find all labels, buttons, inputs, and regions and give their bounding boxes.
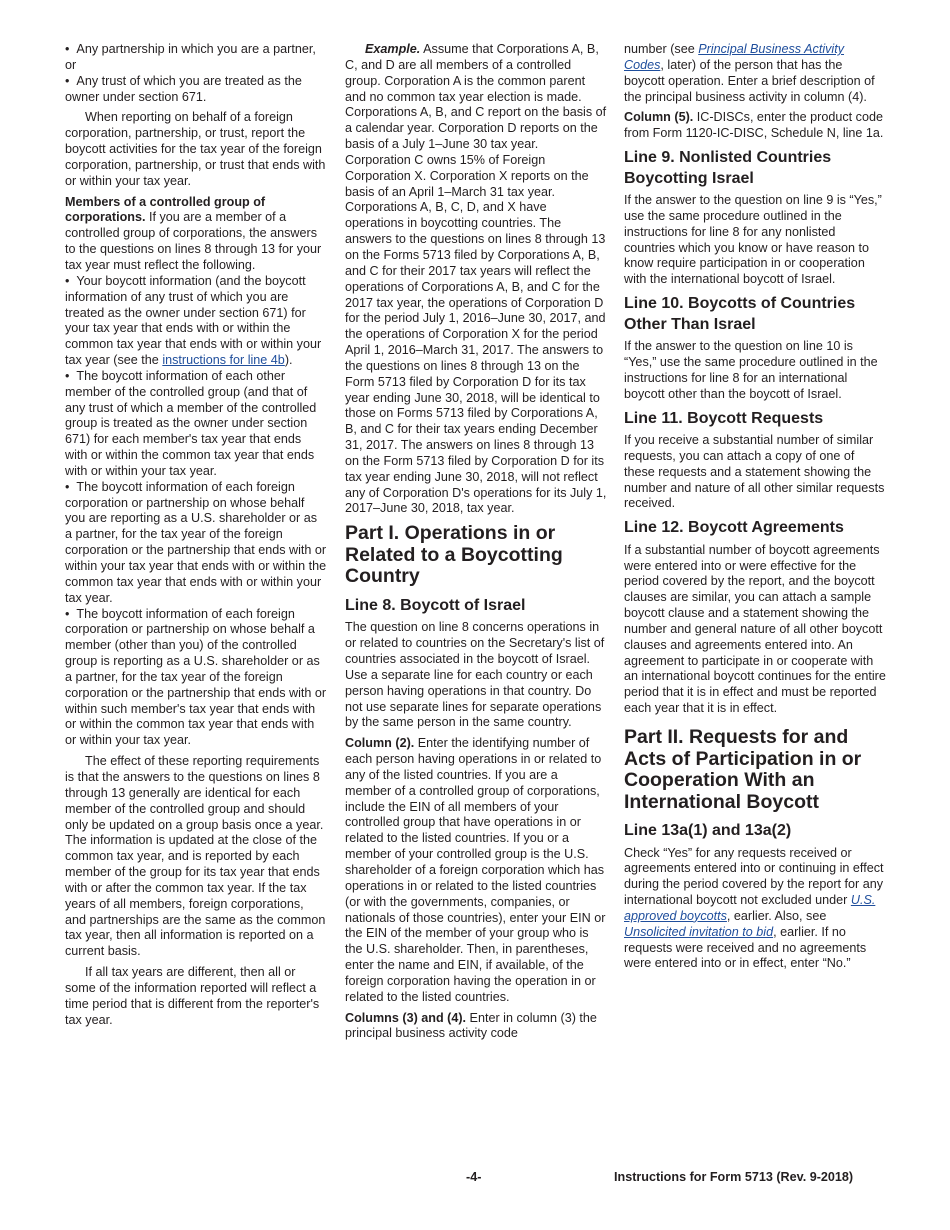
- columns34-label: Columns (3) and (4).: [345, 1010, 467, 1025]
- line12-paragraph: If a substantial number of boycott agreements were entered into or were effective for the period covered by the report, and the boycott clauses are similar, you can attach a sample boycott clause and a statement showing the number and general nature of all other boycott clauses and agreements entered into. An agreement to participate in or cooperate with an international boycott continues for the entire period that it is in effect and must be reported each year that it is in effect.: [624, 542, 886, 716]
- line10-paragraph: If the answer to the question on line 10 is “Yes,” use the same procedure outlined in the instructions for line 8 for an international boycott other than the boycott of Israel.: [624, 339, 878, 401]
- column2-text: Enter the identifying number of each person having operations in or related to any of the listed countries. If you are a member of a controlled group of corporations, include the EIN of all members of your controlled group that have operations in or related to the listed countries. If you or a member of your controlled group is the U.S. shareholder of a foreign corporation which has operations in or related to the listed countries (or with the governments, companies, or nationals of those countries), enter your EIN or the EIN of the member of your group who is the U.S. shareholder. Then, in parentheses, enter the name and EIN, if available, of the foreign corporation having the operation in or related to the listed countries.: [345, 736, 606, 1004]
- bullet-foreign-you: • The boycott information of each foreign corporation or partnership on whose behalf you are reporting as a U.S. shareholder or as a partner, for the tax year of the foreign corporation or the partnership that ends with or within your tax year that ends with or within the common tax year that ends with or within your tax year.: [65, 480, 327, 607]
- controlled-group-heading: Members of a controlled group of corporations.: [65, 194, 266, 225]
- line13-paragraph: [624, 846, 886, 973]
- line13-text-3: , earlier. If no requests were received and no agreements were entered into or in effect, enter “No.”: [624, 924, 867, 971]
- line8-heading: Line 8. Boycott of Israel: [345, 596, 526, 614]
- line9-heading: Line 9. Nonlisted Countries Boycotting Israel: [624, 149, 832, 187]
- column5-text: IC-DISCs, enter the product code from Form 1120-IC-DISC, Schedule N, line 1a.: [624, 110, 884, 141]
- example-label: Example.: [365, 42, 421, 56]
- columns34-continued: [624, 42, 886, 105]
- foreign-reporting-paragraph: When reporting on behalf of a foreign corporation, partnership, or trust, report the boycott activities for the tax year of the foreign corporation, partnership, or trust that ends with or within your tax year.: [65, 110, 326, 188]
- column-right: [624, 42, 886, 977]
- column2-paragraph: [345, 736, 607, 1005]
- cont-end: , later) of the person that has the boycott operation. Enter a brief description of the principal business activity in column (4).: [624, 57, 875, 104]
- column2-label: Column (2).: [345, 736, 415, 751]
- line13-text-2: , earlier. Also, see: [726, 908, 827, 923]
- line8-paragraph: The question on line 8 concerns operations in or related to countries on the Secretary's list of countries associated in the boycott of Israel. Use a separate line for each country or each person having operations in that country. Do not use separate lines for separate operations by the same person in the same country.: [345, 620, 605, 730]
- line12-heading: Line 12. Boycott Agreements: [624, 519, 844, 537]
- bullet-other-members: • The boycott information of each other member of the controlled group (and that of any trust of which a member of the controlled group is treated as the owner under section 671) for each member's tax year that ends with or within the common tax year that ends with or within your tax year.: [65, 369, 327, 480]
- bullet-foreign-member: • The boycott information of each foreign corporation or partnership on whose behalf a member (other than you) of the controlled group is reporting as a U.S. shareholder or as a partner, for the tax year of the foreign corporation or the partnership that ends with or within such member's tax year that ends with or within the common tax year that ends with or within your tax year.: [65, 607, 327, 750]
- columns34-paragraph: [345, 1011, 607, 1043]
- bullet-your-info: [65, 274, 327, 369]
- line13-text-1: Check “Yes” for any requests received or agreements entered into or continuing in effect during the period covered by the report for any international boycott not excluded under: [624, 845, 884, 908]
- link-instructions-line-4b[interactable]: instructions for line 4b: [162, 353, 285, 368]
- column-middle: [345, 42, 607, 1047]
- link-us-approved-boycotts[interactable]: U.S. approved boycotts: [624, 893, 876, 923]
- example-text: Assume that Corporations A, B, C, and D are all members of a controlled group. Corporation A is the common parent and no common tax year election is made. Corporations A, B, and C report on the basis of a calendar year. Corporation D reports on the basis of a July 1–June 30 tax year. Corporation C owns 15% of Foreign Corporation X. Corporation X reports on the basis of an April 1–March 31 tax year. Corporations A, B, C, D, and X have operations in boycotting countries. The answers to the questions on lines 8 through 13 on the Forms 5713 filed by Corporations A, B, and C for their 2017 tax years will reflect the operations of Corporations A, B, and C for the 2017 tax year, the operations of Corporation D for the period July 1, 2016–June 30, 2017, and the operations of Corporation X for the period April 1, 2016–March 31, 2017. The answers to the questions on lines 8 through 13 on the Form 5713 filed by Corporation D for its tax year ending June 30, 2018, will be identical to those on Forms 5713 filed by Corporations A, B, and C for their tax years ending December 31, 2017. The answers on lines 8 through 13 on the Form 5713 filed by Corporation D for its tax year ending June 30, 2018, will not reflect any of Corporation D's operations for its July 1, 2017–June 30, 2018, tax year.: [345, 42, 607, 516]
- form-title-footer: Instructions for Form 5713 (Rev. 9-2018): [614, 1170, 854, 1184]
- different-years-paragraph: If all tax years are different, then all or some of the information reported will reflect a time period that is different from the reporter's tax year.: [65, 965, 320, 1027]
- line9-paragraph: If the answer to the question on line 9 is “Yes,” use the same procedure outlined in the instructions for line 8 for any nonlisted countries which you know or have reason to know require participation in or cooperation with the international boycott of Israel.: [624, 193, 882, 287]
- controlled-group-text: If you are a member of a controlled group of corporations, the answers to the questions on lines 8 through 13 for your tax year must reflect the following.: [65, 210, 322, 272]
- page-number: -4-: [466, 1170, 482, 1184]
- line13-heading: Line 13a(1) and 13a(2): [624, 822, 792, 839]
- cont-start: number (see: [624, 42, 699, 56]
- part2-heading: Part II. Requests for and Acts of Participation in or Cooperation With an International Boycott: [624, 726, 862, 813]
- example-paragraph: [345, 42, 607, 517]
- link-unsolicited-invitation-to-bid[interactable]: Unsolicited invitation to bid: [624, 924, 774, 939]
- column-left: [65, 42, 327, 1033]
- controlled-group-paragraph: [65, 195, 327, 274]
- column5-label: Column (5).: [624, 110, 694, 125]
- line10-heading: Line 10. Boycotts of Countries Other Than Israel: [624, 295, 856, 333]
- link-principal-business-activity-codes[interactable]: Principal Business Activity Codes: [624, 42, 845, 72]
- bullet-trust: • Any trust of which you are treated as the owner under section 671.: [65, 74, 327, 106]
- effect-paragraph: The effect of these reporting requirements is that the answers to the questions on lines 8 through 13 generally are identical for each member of the controlled group and should only be updated on a group basis once a year. The information is updated at the close of the common tax year, and is reported by each member of the group for its tax year that ends with or after the common tax year. If the tax years of all members, foreign corporations, and partnerships are the same as the common tax year, then all information is reported on a current basis.: [65, 754, 326, 959]
- part1-heading: Part I. Operations in or Related to a Boycotting Country: [345, 522, 563, 588]
- line11-paragraph: If you receive a substantial number of similar requests, you can attach a copy of one of these requests and a statement showing the number and nature of all other similar requests received.: [624, 433, 885, 511]
- columns34-text: Enter in column (3) the principal business activity code: [345, 1010, 597, 1041]
- column5-paragraph: [624, 110, 886, 142]
- bullet-partnership: • Any partnership in which you are a partner, or: [65, 42, 327, 74]
- line11-heading: Line 11. Boycott Requests: [624, 409, 824, 427]
- bullet-your-info-end: ).: [284, 353, 293, 368]
- bullet-your-info-text: Your boycott information (and the boycott information of any trust of which you are treated as the owner under section 671) for your tax year that ends with or within the common tax year that ends with or within your tax year (see the: [65, 273, 322, 368]
